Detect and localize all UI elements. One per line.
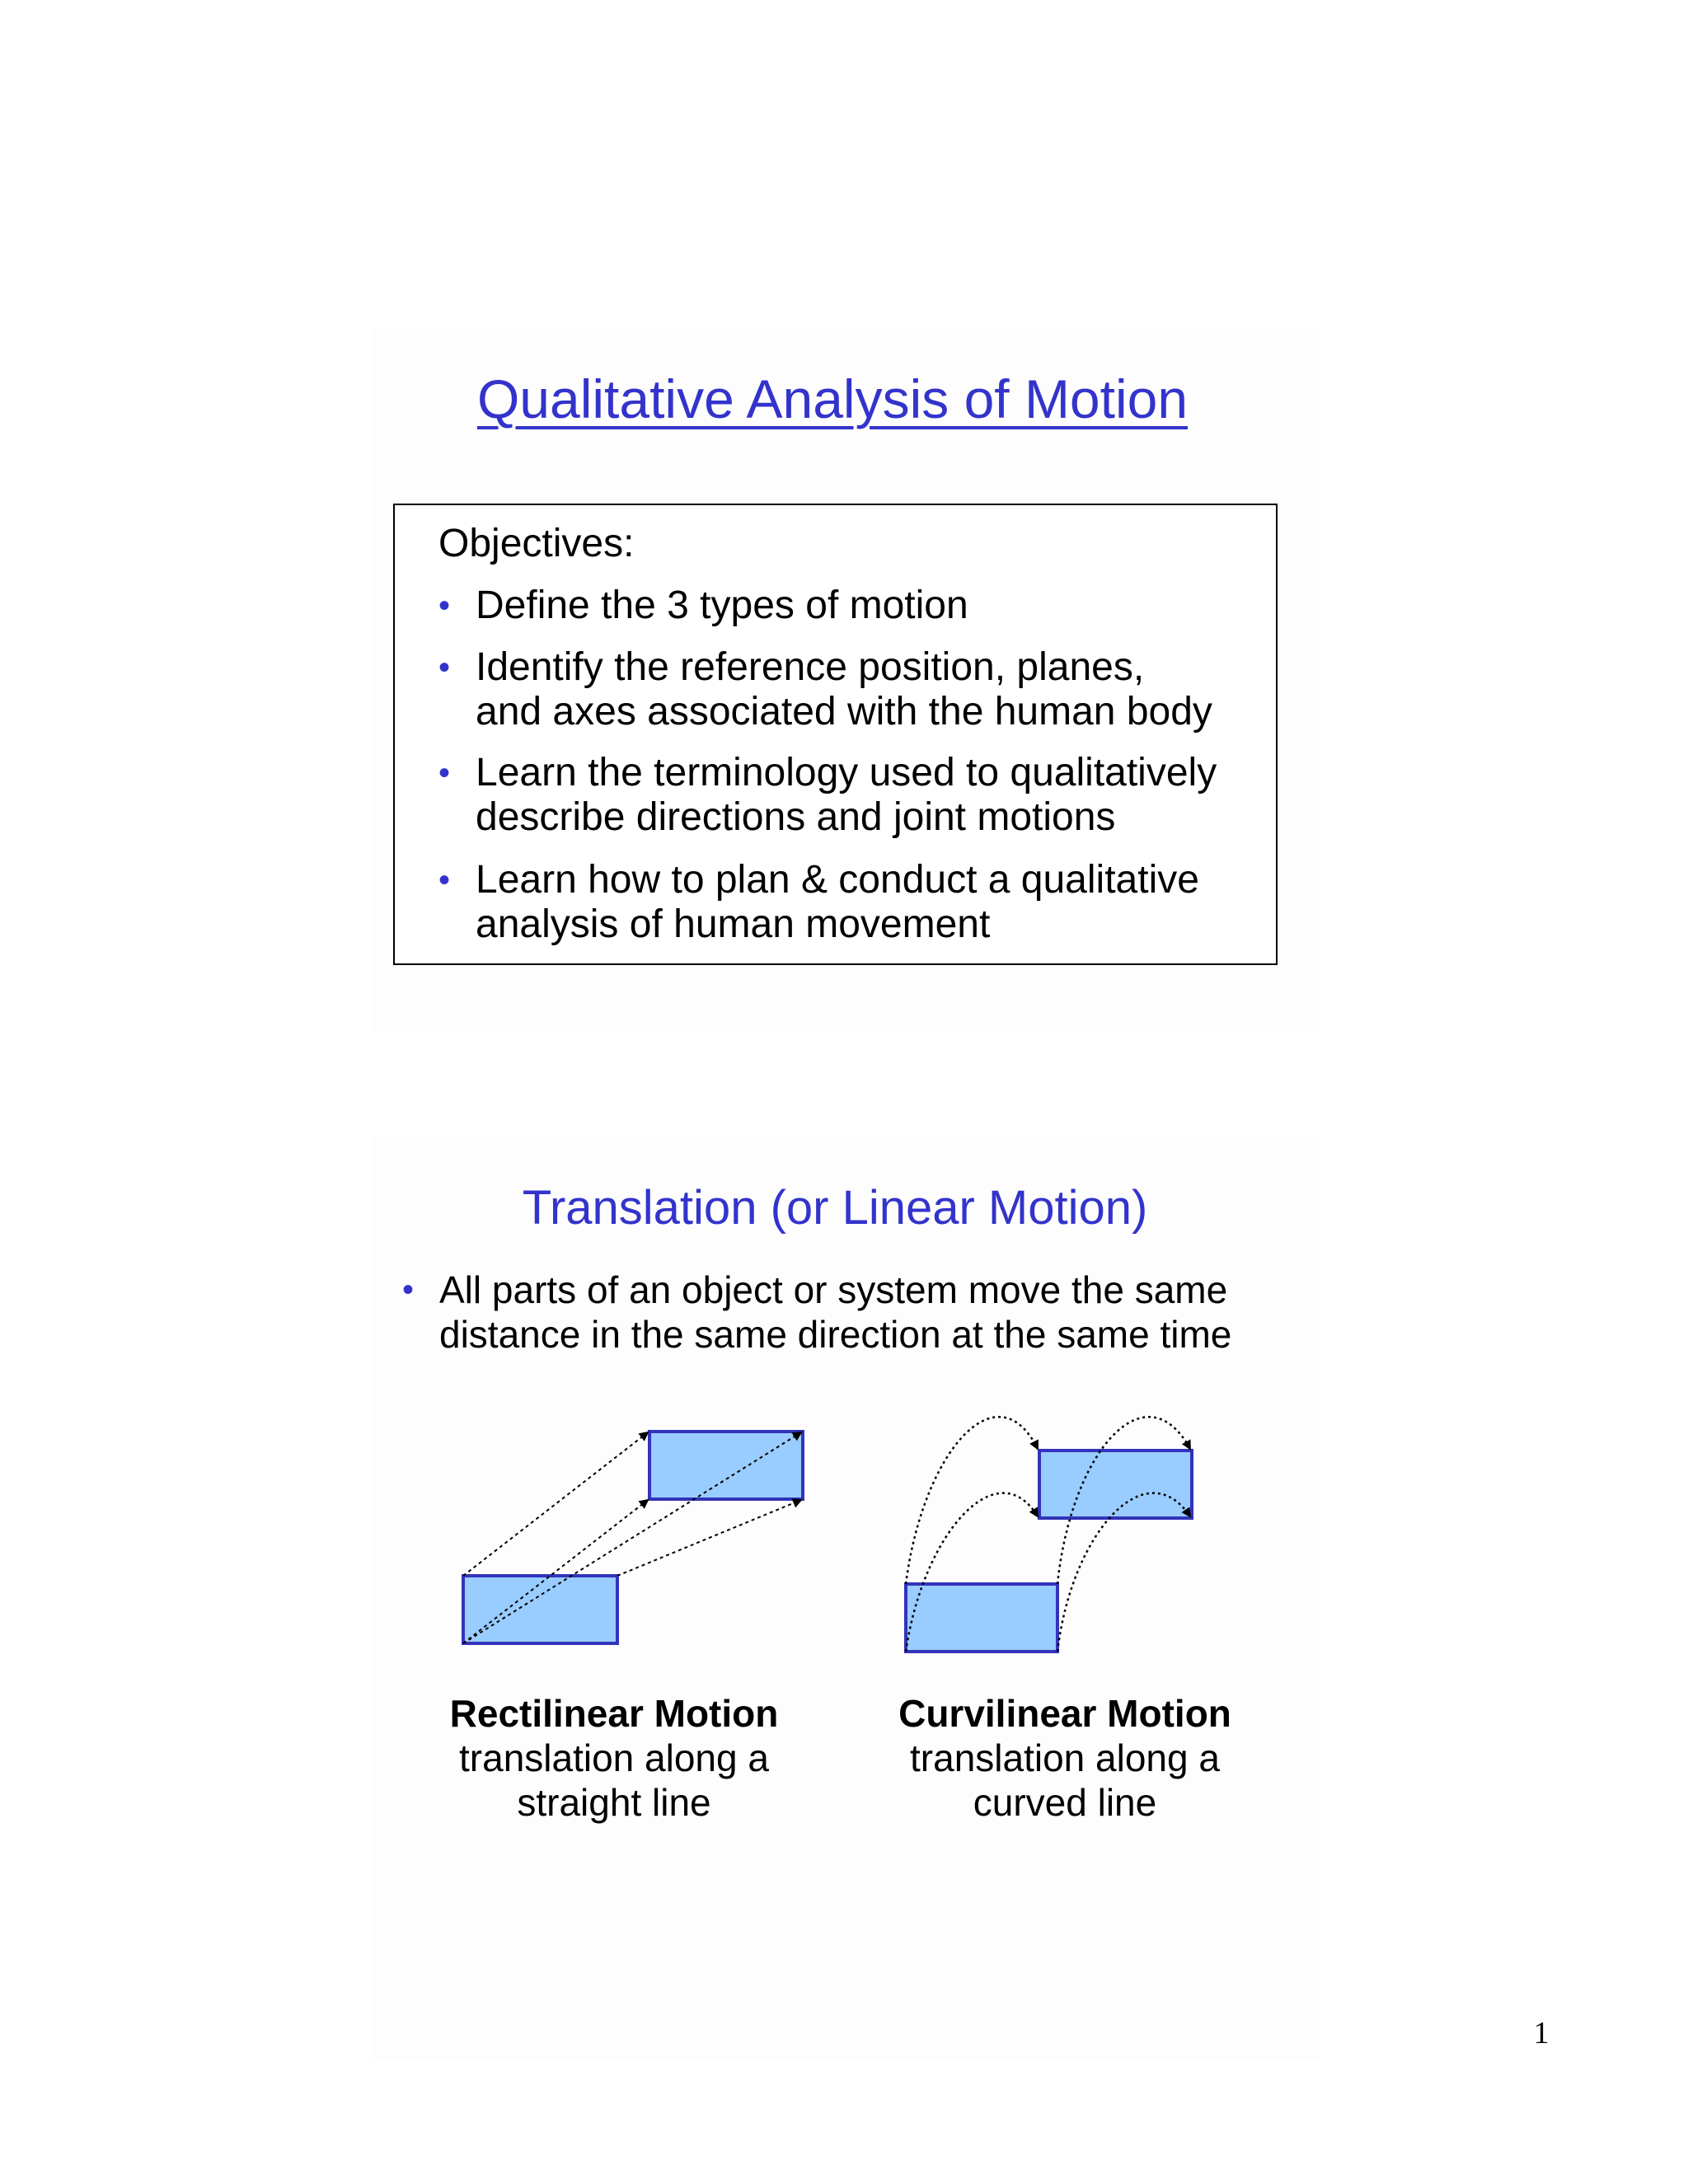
curvilinear-diagram [906,1417,1192,1652]
objective-text: Learn the terminology used to qualitatively describe directions and joint motions [476,751,1217,839]
slide-1-title: Qualitative Analysis of Motion [476,368,1189,429]
page-number: 1 [1533,2016,1550,2050]
objective-text: Define the 3 types of motion [476,583,968,627]
objective-text: Identify the reference position, planes, and axes associated with the human body [476,645,1212,733]
bullet-icon: • [438,755,451,791]
curvilinear-caption [818,1691,1312,1825]
bullet-icon: • [402,1272,415,1308]
rectilinear-description-line: translation along a [459,1736,769,1779]
rectilinear-title: Rectilinear Motion [449,1692,779,1735]
rectilinear-path-arrow [463,1432,648,1576]
curvilinear-description-line: translation along a [910,1736,1220,1779]
bullet-icon: • [438,588,451,624]
slide-2-title: Translation (or Linear Motion) [522,1181,1148,1235]
translation-text: All parts of an object or system move the same distance in the same direction at the same time [439,1268,1232,1356]
objectives-heading: Objectives: [438,522,635,565]
rectilinear-path-arrow [463,1432,801,1643]
rectilinear-caption [367,1691,861,1825]
bullet-icon: • [438,649,451,686]
curvilinear-title: Curvilinear Motion [898,1692,1231,1735]
objective-text: Learn how to plan & conduct a qualitative analysis of human movement [476,858,1199,946]
curvilinear-path-arrow [906,1417,1038,1584]
rectilinear-end-box [649,1432,803,1499]
rectilinear-description-line: straight line [517,1781,711,1824]
rectilinear-start-box [463,1576,617,1643]
curvilinear-end-box [1039,1451,1192,1518]
rectilinear-diagram [463,1432,803,1643]
curvilinear-start-box [906,1584,1057,1652]
rectilinear-path-arrow [617,1500,801,1576]
curvilinear-description-line: curved line [973,1781,1157,1824]
bullet-icon: • [438,862,451,898]
